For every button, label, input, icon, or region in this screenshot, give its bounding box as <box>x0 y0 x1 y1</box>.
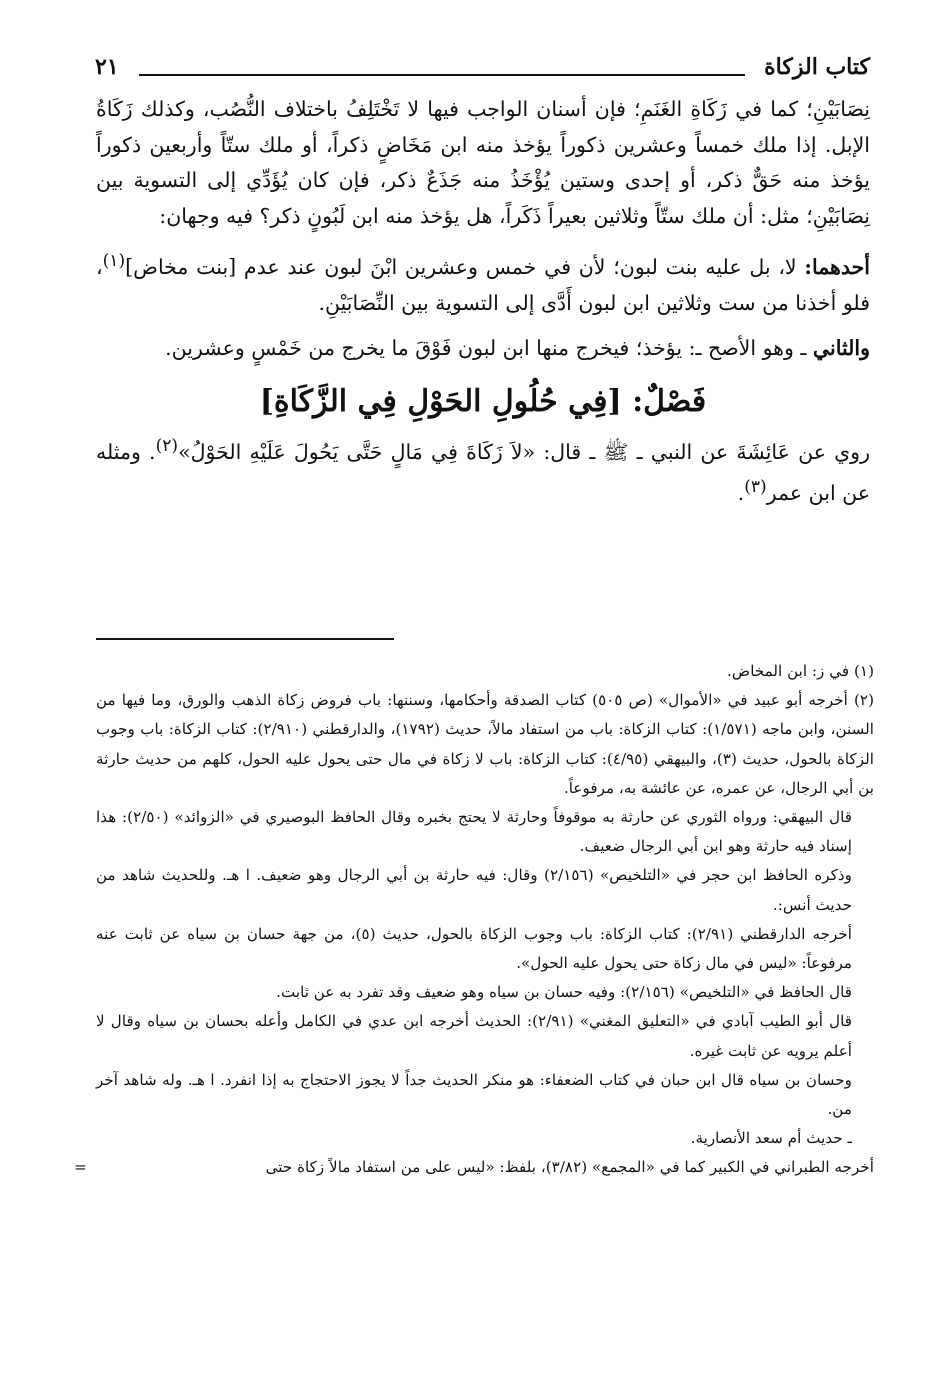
paragraph-4-end: . <box>737 481 745 506</box>
paragraph-2-text: لا، بل عليه بنت لبون؛ لأن في خمس وعشرين ابْنَ لبون عند عدم [بنت مخاض] <box>125 255 805 280</box>
paragraph-4-text: روي عن عَائِشَةَ عن النبي ـ ﷺ ـ قال: «لاَ زَكَاةَ فِي مَالٍ حَتَّى يَحُولَ عَلَيْهِ الحَوْلُ» <box>178 439 870 464</box>
header-title: كتاب الزكاة <box>764 54 870 80</box>
footnote-2-comment-tabarani <box>74 1153 874 1182</box>
footnote-2-tabarani-text: أخرجه الطبراني في الكبير كما في «المجمع» (٣/٨٢)، بلفظ: «ليس على من استفاد مالاً زكاة حتى <box>265 1158 874 1177</box>
footnote-ref-3: (٣) <box>744 477 767 498</box>
paragraph-4 <box>96 429 870 512</box>
footnote-2-comment-ibn-hajar: وذكره الحافظ ابن حجر في «التلخيص» (٢/١٥٦) وقال: فيه حارثة بن أبي الرجال وهو ضعيف. ا هـ. وللحديث شاهد من حديث أنس:. <box>96 866 853 914</box>
footnotes <box>74 657 874 1183</box>
paragraph-1: نِصَابَيْنِ؛ كما في زَكَاةِ الغَنَمِ؛ فإن أسنان الواجب فيها لا تَخْتَلِفُ باختلاف النُّصُب، وكذلك زَكَاةُ الإبل. إذا ملك خمساً وعشرين ذكوراً يؤخذ منه ابن مَخَاضٍ ذكراً، أو ملك ستّاً وأربعين ذكوراً يؤخذ منه حَقٌّ ذكر، أو إحدى وستين يُؤْخَذُ منه جَذَعٌ ذكر، فإن كان يُؤَدِّي إلى التسوية بين نِصَابَيْنِ؛ مثل: أن ملك ستّاً وثلاثين بعيراً ذَكَراً، هل يؤخذ منه ابن لَبُونٍ ذكر؟ فيه وجهان: <box>96 97 870 228</box>
continuation-mark: = <box>74 1158 87 1177</box>
paragraph-2-tail: ، فلو أخذنا من ست وثلاثين ابن لبون أَدَّى إلى التسوية بين النِّصَابَيْنِ. <box>96 255 870 315</box>
footnote-2-comment-bayhaqi: قال البيهقي: ورواه الثوري عن حارثة به موقوفاً وحارثة لا يحتج بخبره وقال الحافظ البوصيري في «الزوائد» (٢/٥٠): هذا إسناد فيه حارثة وهو ابن أبي الرجال ضعيف. <box>96 808 852 856</box>
paragraph-3-lead: والثاني <box>812 336 870 361</box>
footnote-ref-2: (٢) <box>155 435 179 456</box>
paragraph-2-lead: أحدهما: <box>804 255 870 280</box>
footnote-2: (٢) أخرجه أبو عبيد في «الأموال» (ص ٥٠٥) كتاب الصدقة وأحكامها، وسننها: باب فروض زكاة الذهب والورق، وما فيها من السنن، وابن ماجه (١/٥٧١): كتاب الزكاة: باب من استفاد مالاً، حديث (١٧٩٢)، والدارقطني (٢/٩١٠): كتاب الزكاة: باب وجوب الزكاة بالحول، حديث (٣)، والبيهقي (٤/٩٥): كتاب الزكاة: باب لا زكاة في مال حتى يحول عليه الحول، كلهم من حديث حارثة بن أبي الرجال، عن عمره، عن عائشة به، مرفوعاً. <box>96 691 874 797</box>
footnote-2-comment-umm-saad: ـ حديث أم سعد الأنصارية. <box>690 1129 852 1148</box>
main-text <box>96 92 870 512</box>
paragraph-2 <box>96 244 870 321</box>
footnote-1: (١) في ز: ابن المخاض. <box>727 662 874 680</box>
section-title: فَصْلٌ: [فِي حُلُولِ الحَوْلِ فِي الزَّكَاةِ] <box>259 383 707 419</box>
footnote-separator <box>96 638 394 640</box>
running-header <box>95 54 870 88</box>
footnote-2-comment-daraqutni: أخرجه الدارقطني (٢/٩١): كتاب الزكاة: باب وجوب الزكاة بالحول، حديث (٥)، من جهة حسان بن سياه عن ثابت عنه مرفوعاً: «ليس في مال زكاة حتى يحول عليه الحول». <box>96 924 852 973</box>
paragraph-3-text: ـ وهو الأصح ـ: يؤخذ؛ فيخرج منها ابن لبون فَوْقَ ما يخرج من خَمْسٍ وعشرين. <box>165 336 813 361</box>
footnote-2-comment-talkhis: قال الحافظ في «التلخيص» (٢/١٥٦): وفيه حسان بن سياه وهو ضعيف وقد تفرد به عن ثابت. <box>276 983 852 1002</box>
paragraph-4-tail: . ومثله عن ابن عمر <box>96 439 870 506</box>
footnote-2-comment-abadi: قال أبو الطيب آبادي في «التعليق المغني» (٢/٩١): الحديث أخرجه ابن عدي في الكامل وأعله بحسان بن سياه وقال لا أعلم يرويه عن ثابت غيره. <box>96 1012 852 1060</box>
footnote-ref-1: (١) <box>102 251 126 272</box>
footnote-2-comment-ibn-hibban: وحسان بن سياه قال ابن حبان في كتاب الضعفاء: هو منكر الحديث جداً لا يجوز الاحتجاج به إذا انفرد. ا هـ. وله شاهد آخر من. <box>96 1070 852 1119</box>
header-rule <box>139 74 745 76</box>
paragraph-3 <box>96 331 870 367</box>
page-number: ٢١ <box>95 54 119 80</box>
